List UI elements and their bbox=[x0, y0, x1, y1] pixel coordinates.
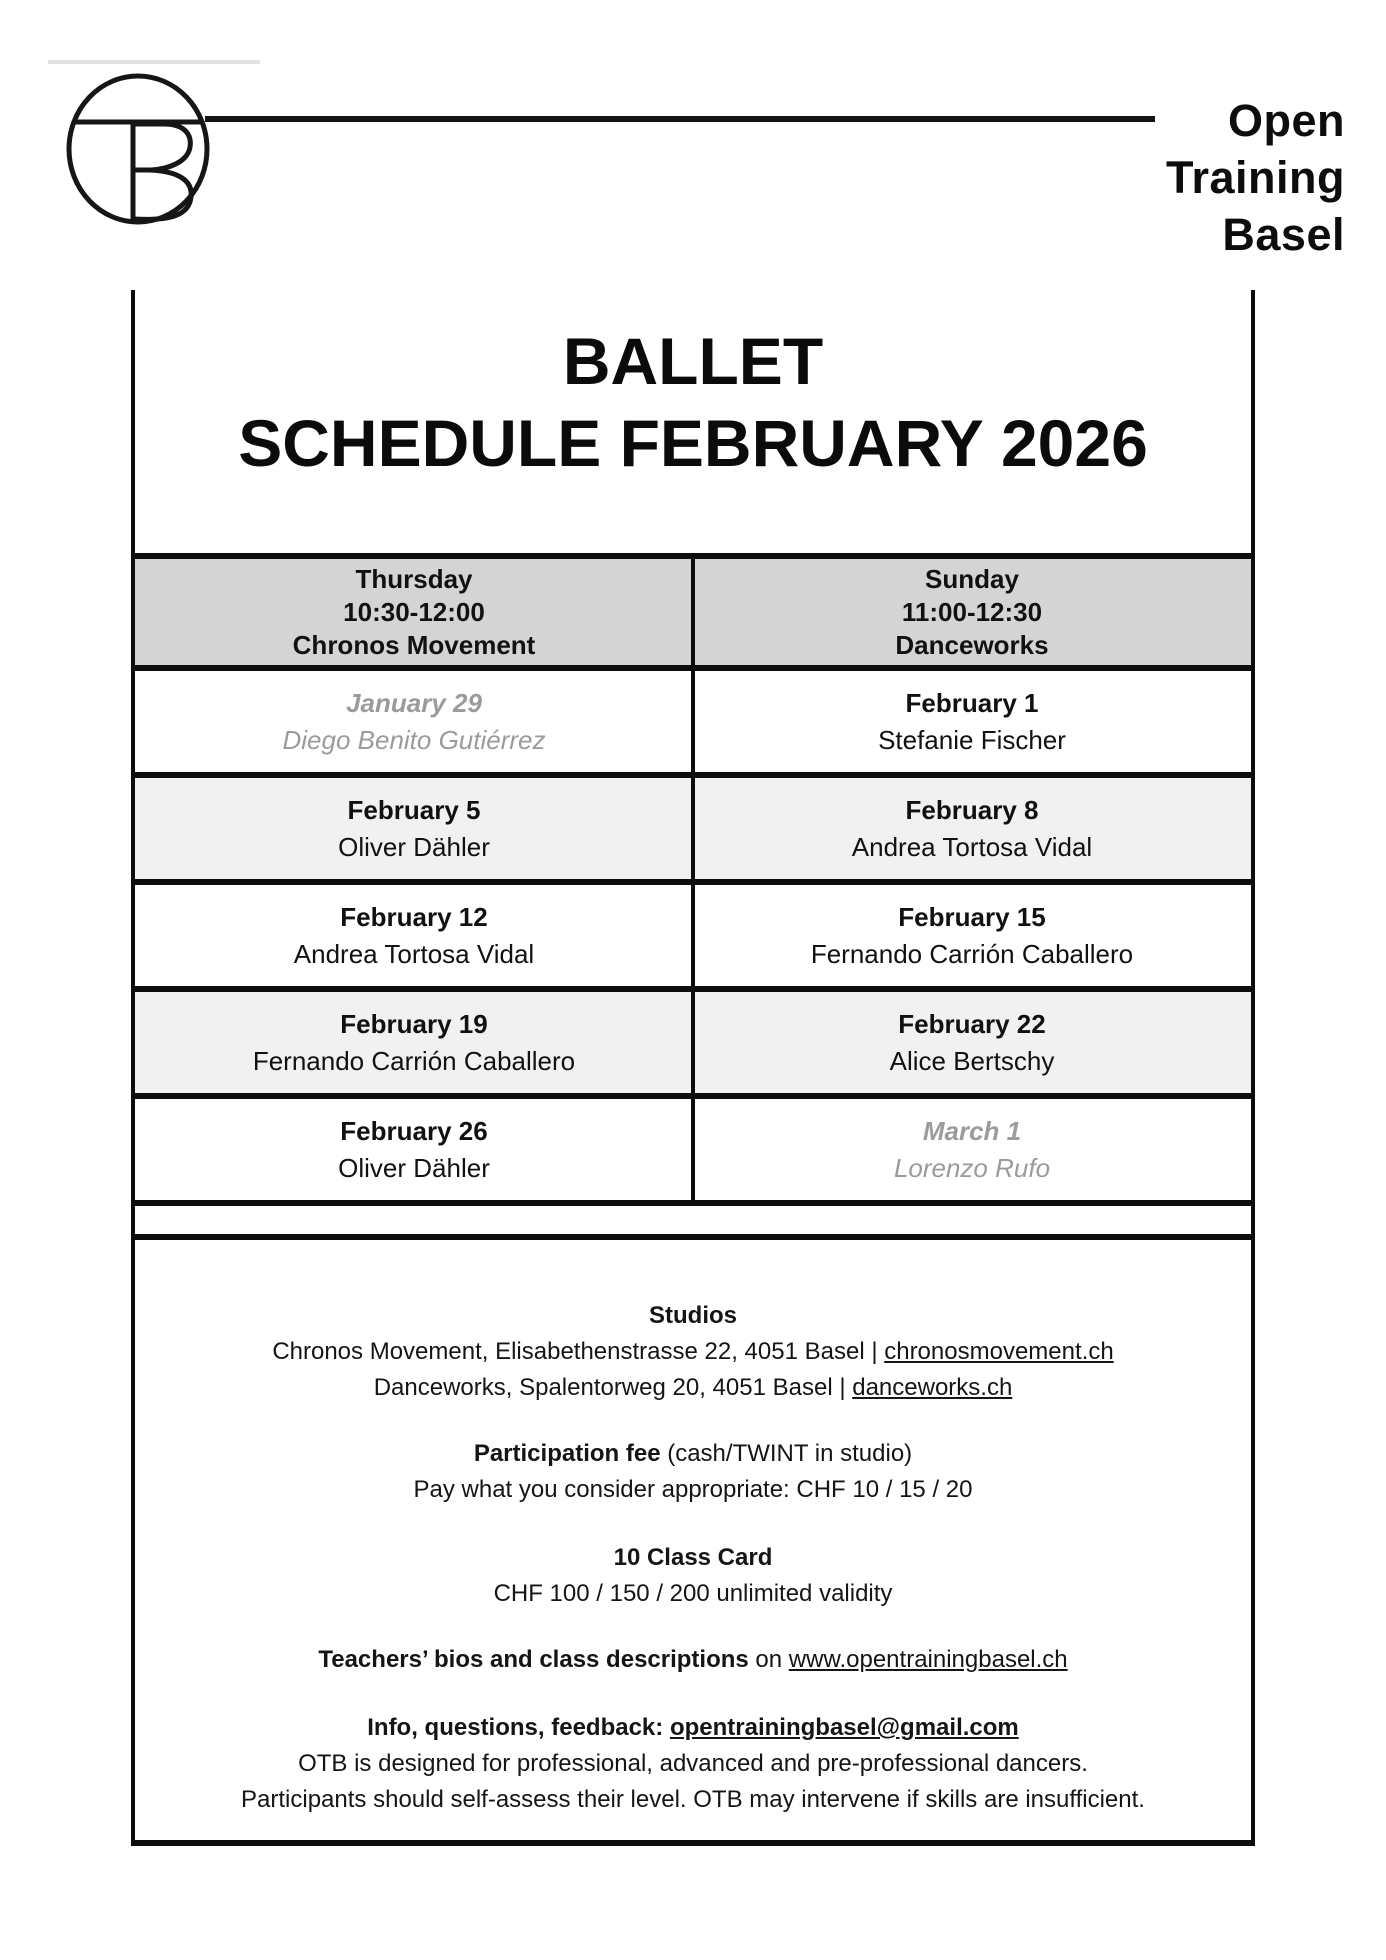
class-teacher: Fernando Carrión Caballero bbox=[252, 1045, 576, 1076]
class-cell-february-26 bbox=[135, 1099, 693, 1200]
studio-address-chronos bbox=[135, 1334, 1251, 1370]
class-date: March 1 bbox=[922, 1115, 1022, 1146]
class-date: February 22 bbox=[898, 1008, 1046, 1039]
class-date: February 5 bbox=[347, 794, 481, 825]
brand-wordmark bbox=[1166, 92, 1345, 263]
info-panel bbox=[135, 1240, 1251, 1818]
fee-amounts: Pay what you consider appropriate: CHF 10 / 15 / 20 bbox=[413, 1476, 973, 1503]
header-day: Sunday bbox=[925, 563, 1019, 594]
column-divider bbox=[691, 559, 695, 1200]
class-cell-february-5 bbox=[135, 778, 693, 879]
header-studio: Chronos Movement bbox=[292, 629, 536, 660]
class-cell-march-1 bbox=[693, 1099, 1251, 1200]
participation-fee-block bbox=[135, 1436, 1251, 1508]
class-cell-february-1 bbox=[693, 671, 1251, 772]
brand-line-basel: Basel bbox=[1222, 209, 1345, 260]
teacher-bios-line bbox=[135, 1642, 1251, 1678]
brand-line-open: Open bbox=[1227, 95, 1345, 146]
header-studio: Danceworks bbox=[895, 629, 1049, 660]
class-cell-february-8 bbox=[693, 778, 1251, 879]
class-card-heading: 10 Class Card bbox=[613, 1544, 773, 1571]
scan-artifact-line bbox=[48, 60, 260, 64]
page-title bbox=[135, 290, 1251, 553]
header-time: 10:30-12:00 bbox=[343, 596, 485, 627]
class-teacher: Stefanie Fischer bbox=[878, 724, 1066, 755]
chronosmovement-link[interactable]: chronosmovement.ch bbox=[884, 1338, 1114, 1365]
bios-label: Teachers’ bios and class descriptions bbox=[318, 1646, 749, 1673]
contact-block bbox=[135, 1710, 1251, 1818]
page-title-line2: SCHEDULE FEBRUARY 2026 bbox=[238, 406, 1148, 480]
separator-strip bbox=[135, 1206, 1251, 1240]
class-teacher: Diego Benito Gutiérrez bbox=[282, 724, 546, 755]
contact-label: Info, questions, feedback: bbox=[367, 1714, 670, 1741]
class-cell-february-22 bbox=[693, 992, 1251, 1093]
class-cell-january-29 bbox=[135, 671, 693, 772]
contact-note-2: Participants should self-assess their level. OTB may intervene if skills are insufficient. bbox=[241, 1786, 1145, 1813]
class-teacher: Fernando Carrión Caballero bbox=[810, 938, 1134, 969]
class-cell-february-12 bbox=[135, 885, 693, 986]
class-cell-february-15 bbox=[693, 885, 1251, 986]
column-header-thursday bbox=[135, 559, 693, 665]
header-day: Thursday bbox=[355, 563, 473, 594]
class-card-block bbox=[135, 1540, 1251, 1612]
class-date: February 15 bbox=[898, 901, 1046, 932]
studio-address-text: Chronos Movement, Elisabethenstrasse 22, 4051 Basel | bbox=[272, 1338, 885, 1365]
class-teacher: Alice Bertschy bbox=[889, 1045, 1055, 1076]
class-teacher: Andrea Tortosa Vidal bbox=[851, 831, 1093, 862]
column-header-sunday bbox=[693, 559, 1251, 665]
studios-heading: Studios bbox=[649, 1302, 737, 1329]
fee-heading-suffix: (cash/TWINT in studio) bbox=[660, 1440, 913, 1467]
header-time: 11:00-12:30 bbox=[901, 596, 1043, 627]
fee-heading-line bbox=[135, 1436, 1251, 1472]
class-teacher: Oliver Dähler bbox=[338, 1152, 490, 1183]
class-card-price: CHF 100 / 150 / 200 unlimited validity bbox=[493, 1580, 893, 1607]
brand-line-training: Training bbox=[1165, 152, 1345, 203]
class-date: February 19 bbox=[340, 1008, 488, 1039]
studio-address-text: Danceworks, Spalentorweg 20, 4051 Basel | bbox=[373, 1374, 853, 1401]
class-date: February 8 bbox=[905, 794, 1039, 825]
email-link[interactable]: opentrainingbasel@gmail.com bbox=[669, 1714, 1019, 1741]
contact-line bbox=[135, 1710, 1251, 1746]
content-frame bbox=[131, 290, 1255, 1846]
page-title-line1: BALLET bbox=[562, 324, 824, 398]
class-date: February 26 bbox=[340, 1115, 488, 1146]
schedule-table bbox=[135, 553, 1251, 1206]
header-divider-line bbox=[205, 116, 1155, 122]
class-date: February 1 bbox=[905, 687, 1039, 718]
studio-address-danceworks bbox=[135, 1370, 1251, 1406]
class-date: February 12 bbox=[340, 901, 488, 932]
contact-note-1: OTB is designed for professional, advanced and pre-professional dancers. bbox=[298, 1750, 1088, 1777]
fee-heading: Participation fee bbox=[473, 1440, 661, 1467]
class-date: January 29 bbox=[346, 687, 482, 718]
class-teacher: Lorenzo Rufo bbox=[893, 1152, 1051, 1183]
bios-connector: on bbox=[748, 1646, 789, 1673]
class-teacher: Andrea Tortosa Vidal bbox=[293, 938, 535, 969]
studios-block bbox=[135, 1298, 1251, 1406]
otb-monogram-logo-icon bbox=[63, 70, 213, 228]
class-teacher: Oliver Dähler bbox=[338, 831, 490, 862]
website-link[interactable]: www.opentrainingbasel.ch bbox=[788, 1646, 1068, 1673]
class-cell-february-19 bbox=[135, 992, 693, 1093]
danceworks-link[interactable]: danceworks.ch bbox=[852, 1374, 1013, 1401]
